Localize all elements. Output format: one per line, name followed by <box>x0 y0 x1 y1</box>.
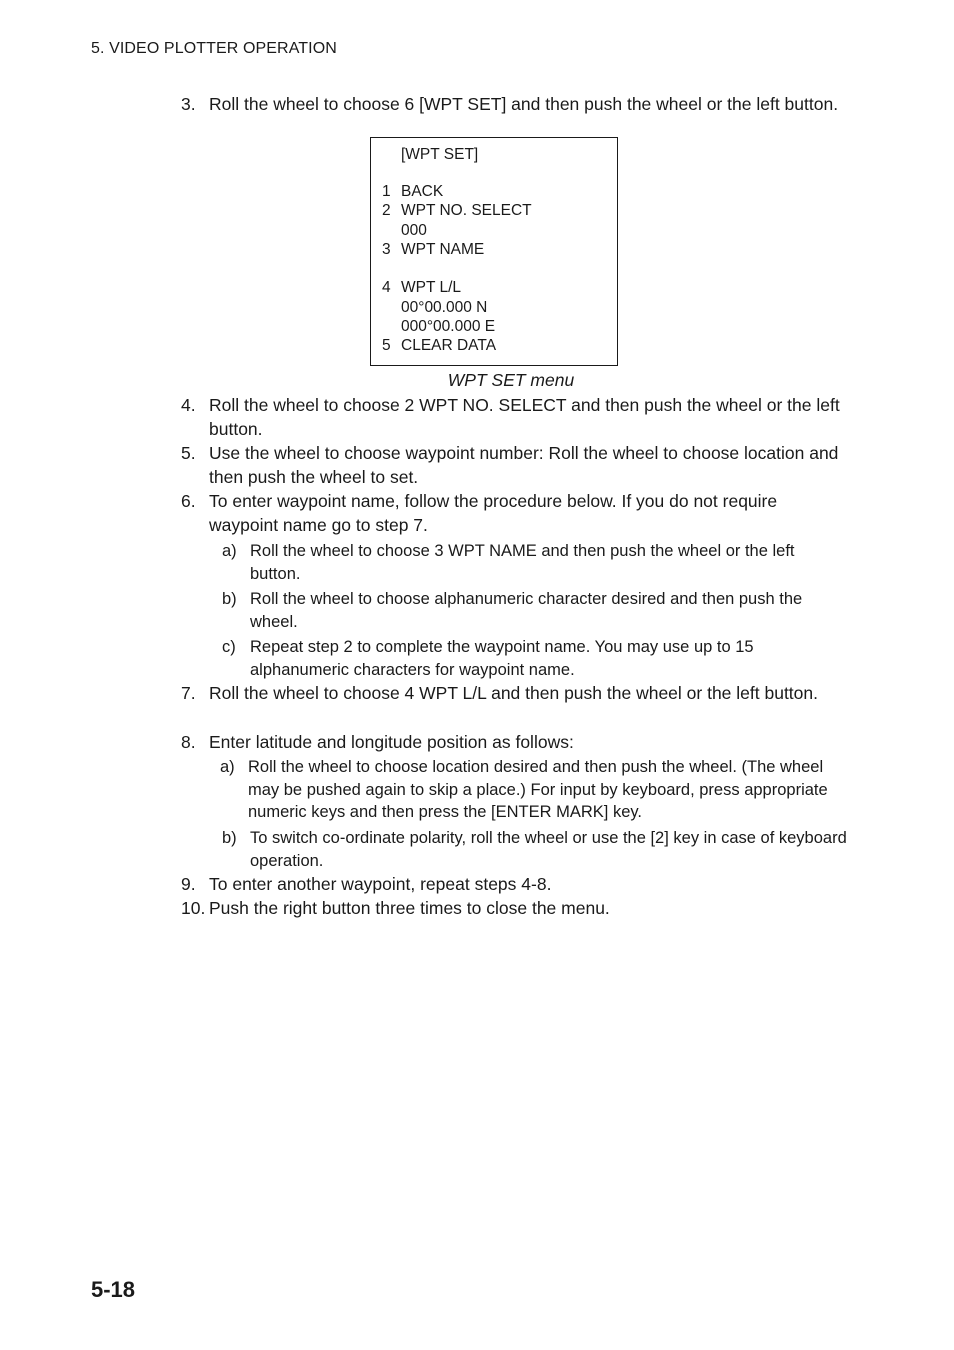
substep-text: Roll the wheel to choose alphanumeric character desired and then push the wheel. <box>250 590 803 631</box>
step-9 <box>181 872 851 896</box>
step-number: 4. <box>181 395 196 415</box>
menu-item-number: 2 <box>382 202 391 219</box>
step-number: 8. <box>181 732 196 752</box>
step-text: To enter another waypoint, repeat steps 4-8. <box>209 874 552 894</box>
step-number: 5. <box>181 443 196 463</box>
menu-item-number: 3 <box>382 241 391 258</box>
substep-letter: a) <box>220 758 235 776</box>
page-number: 5-18 <box>91 1277 136 1302</box>
step-text: Push the right button three times to close the menu. <box>209 898 610 918</box>
menu-item-number: 1 <box>382 183 391 200</box>
step-text: Enter latitude and longitude position as follows: <box>209 732 574 752</box>
menu-item-value: 00°00.000 N <box>401 299 488 316</box>
substep-letter: b) <box>222 590 237 608</box>
step-text: Roll the wheel to choose 2 WPT NO. SELECT and then push the wheel or the left button. <box>209 395 840 439</box>
step-5 <box>181 441 851 489</box>
step-number: 9. <box>181 874 196 894</box>
menu-item-label: BACK <box>401 183 444 200</box>
step-text: To enter waypoint name, follow the procedure below. If you do not require waypoint name go to step 7. <box>209 491 778 535</box>
step-3 <box>181 92 851 116</box>
step-6 <box>181 489 851 537</box>
menu-title: [WPT SET] <box>401 146 479 163</box>
menu-item-number: 5 <box>382 337 391 354</box>
step-6-substep-b <box>222 588 847 633</box>
step-6-substep-a <box>222 540 847 585</box>
step-text: Roll the wheel to choose 6 [WPT SET] and then push the wheel or the left button. <box>209 94 839 114</box>
step-8-substep-b <box>222 827 847 872</box>
substep-letter: a) <box>222 542 237 560</box>
step-7 <box>181 681 851 705</box>
step-number: 7. <box>181 683 196 703</box>
step-number: 10. <box>181 898 206 918</box>
step-10 <box>181 896 851 920</box>
menu-item-label: WPT L/L <box>401 279 462 296</box>
figure-caption: WPT SET menu <box>447 370 575 390</box>
substep-text: Roll the wheel to choose 3 WPT NAME and then push the wheel or the left button. <box>250 542 795 583</box>
step-number: 6. <box>181 491 196 511</box>
step-4 <box>181 393 851 441</box>
substep-text: Roll the wheel to choose location desired and then push the wheel. (The wheel may be pushed again to skip a place.) For input by keyboard, press appropriate numeric keys and then press the [ENTER MARK] key. <box>248 758 828 821</box>
substep-text: Repeat step 2 to complete the waypoint name. You may use up to 15 alphanumeric characters for waypoint name. <box>250 638 754 679</box>
section-header: 5. VIDEO PLOTTER OPERATION <box>91 40 337 57</box>
menu-item-label: WPT NO. SELECT <box>401 202 532 219</box>
wpt-set-menu-box <box>370 137 618 366</box>
step-number: 3. <box>181 94 196 114</box>
menu-item-number: 4 <box>382 279 391 296</box>
step-6-substep-c <box>222 636 847 681</box>
menu-item-label: CLEAR DATA <box>401 337 497 354</box>
substep-letter: c) <box>222 638 236 656</box>
step-8 <box>181 730 851 754</box>
step-8-substep-a <box>220 756 845 824</box>
menu-item-value: 000°00.000 E <box>401 318 496 335</box>
step-text: Use the wheel to choose waypoint number: Roll the wheel to choose location and then push the wheel to set. <box>209 443 839 487</box>
menu-item-value: 000 <box>401 222 427 239</box>
substep-text: To switch co-ordinate polarity, roll the wheel or use the [2] key in case of keyboard operation. <box>250 829 847 870</box>
step-text: Roll the wheel to choose 4 WPT L/L and then push the wheel or the left button. <box>209 683 818 703</box>
substep-letter: b) <box>222 829 237 847</box>
menu-item-label: WPT NAME <box>401 241 485 258</box>
